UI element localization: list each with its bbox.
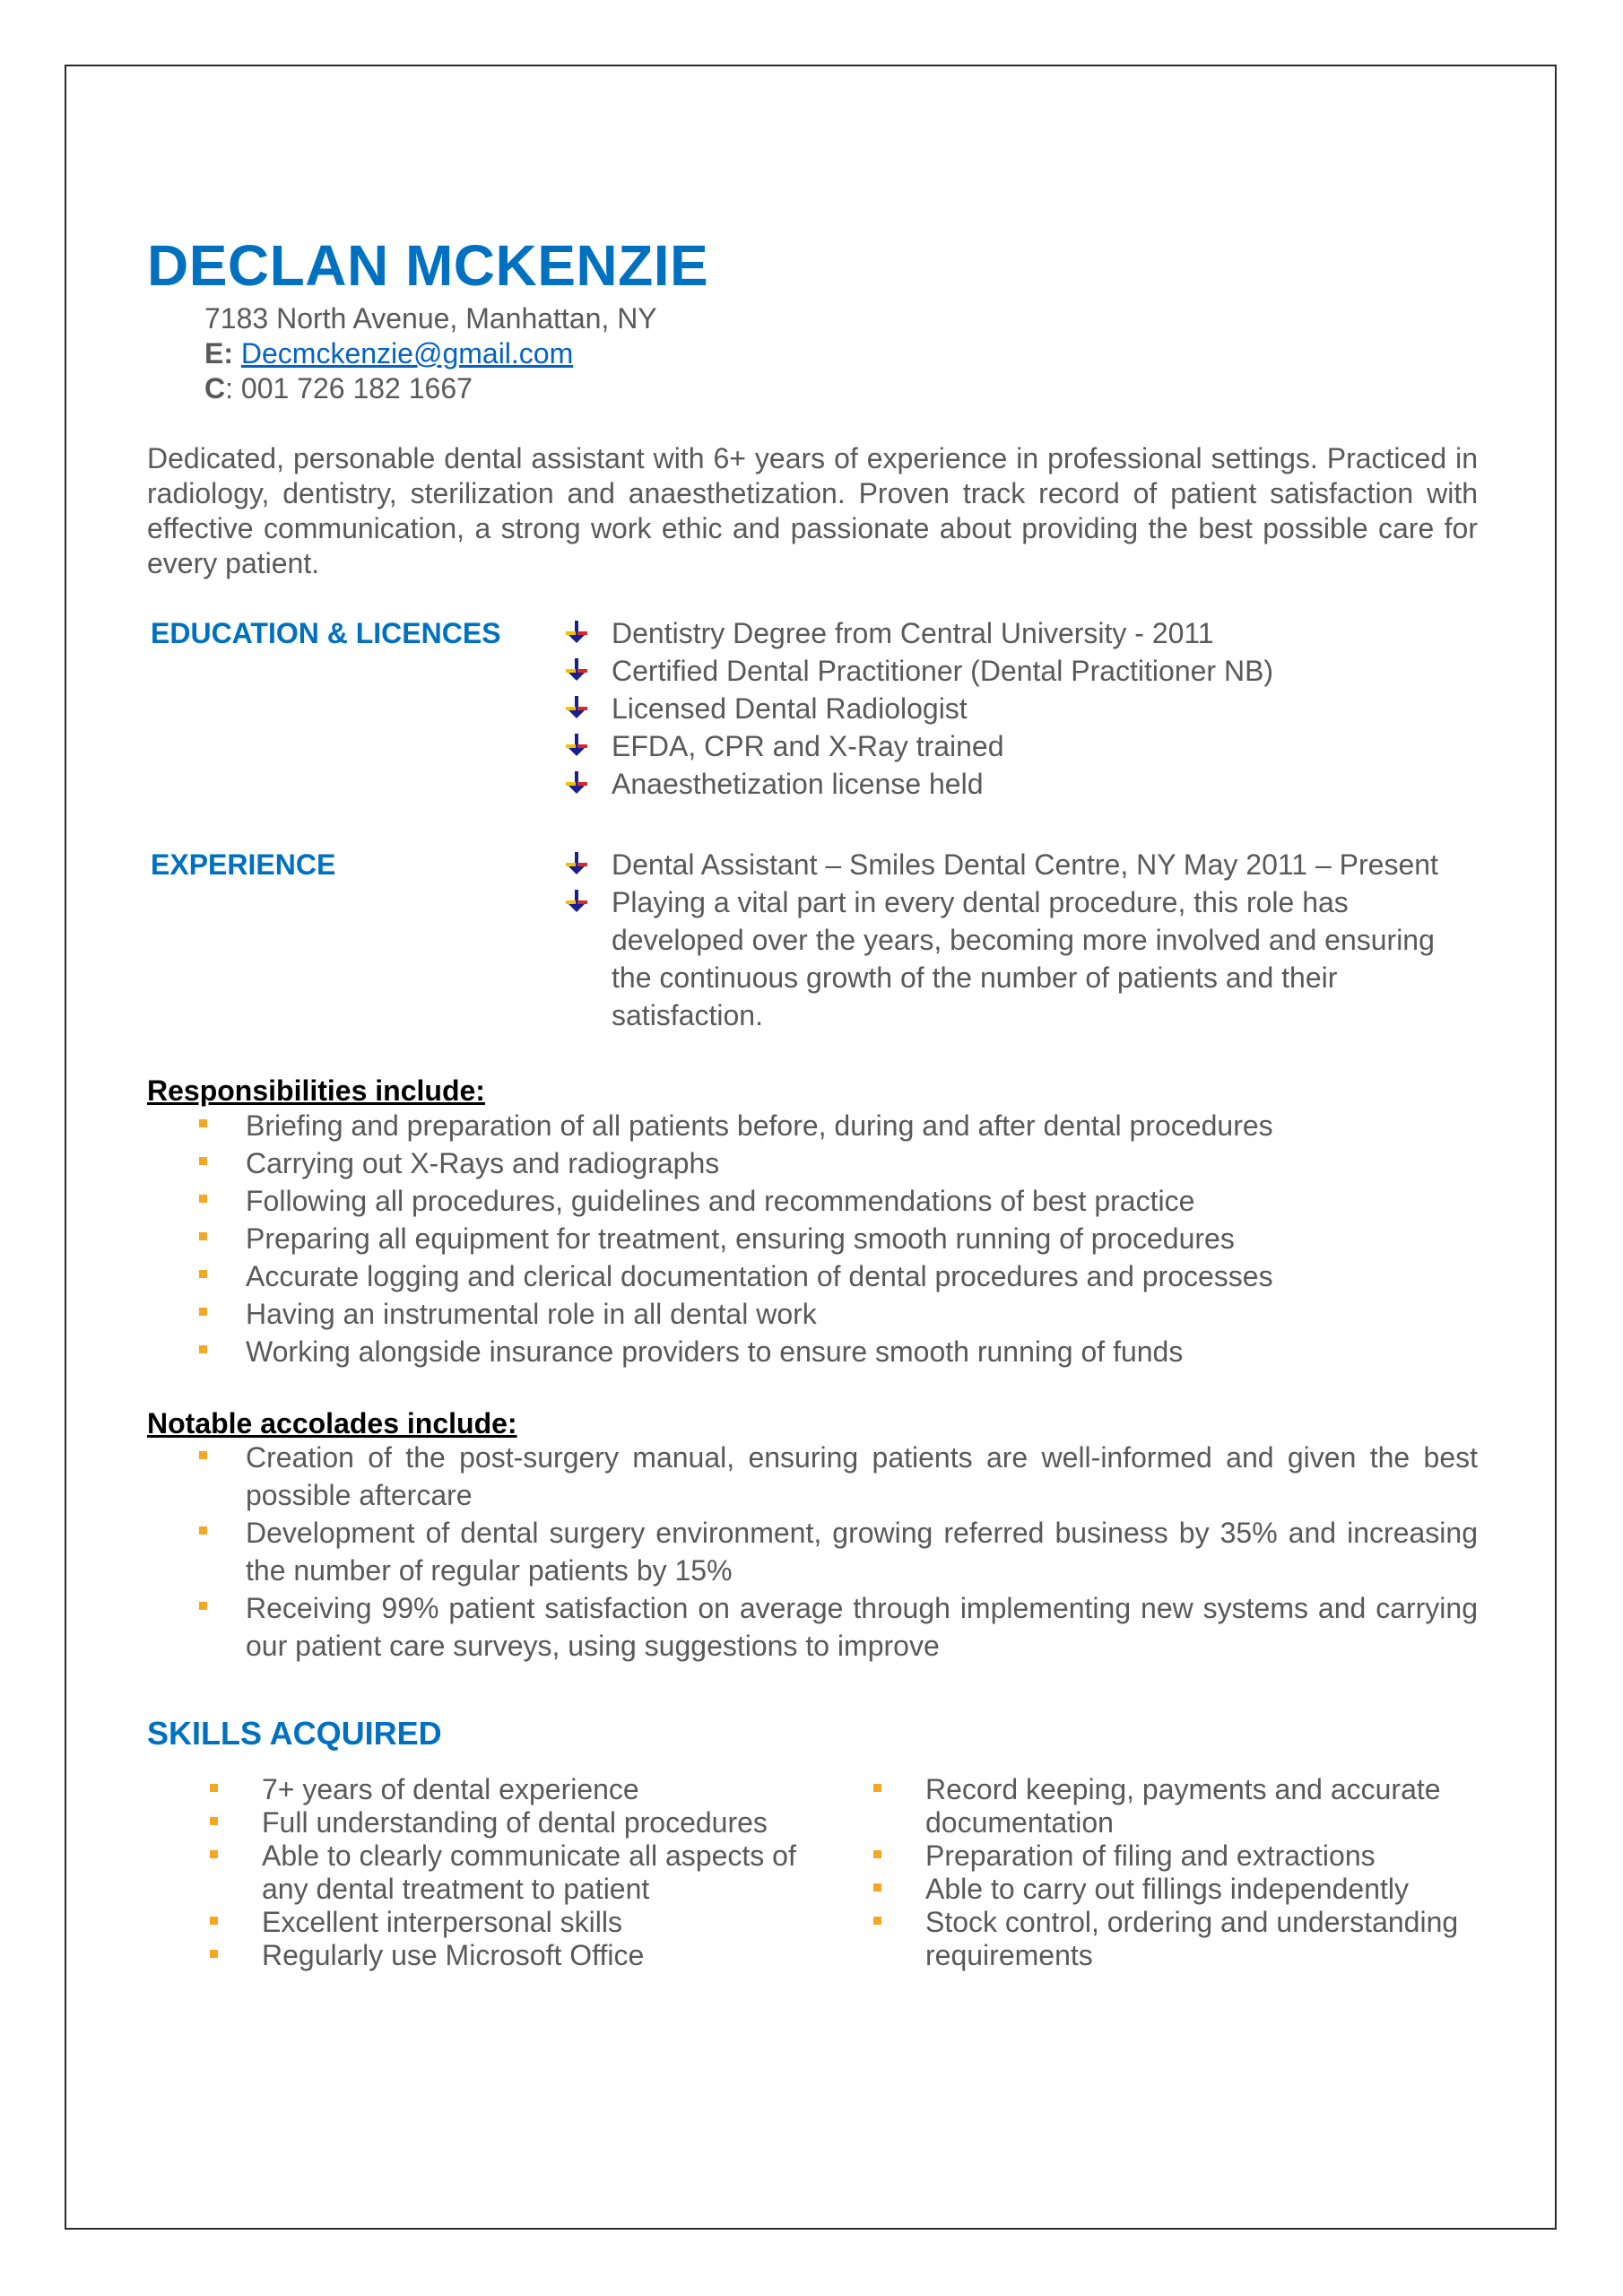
list-item: Excellent interpersonal skills — [210, 1906, 820, 1939]
list-item: Record keeping, payments and accurate documentation — [873, 1773, 1483, 1839]
square-bullet-icon — [210, 1817, 218, 1825]
address: 7183 North Avenue, Manhattan, NY — [204, 302, 657, 335]
list-item: Stock control, ordering and understanding requirements — [873, 1906, 1483, 1972]
candidate-name: DECLAN MCKENZIE — [147, 233, 709, 298]
list-item: Licensed Dental Radiologist — [563, 690, 1273, 727]
education-heading: EDUCATION & LICENCES — [151, 617, 501, 649]
arrow-down-bullet-icon — [563, 657, 590, 683]
square-bullet-icon — [210, 1850, 218, 1858]
arrow-down-bullet-icon — [563, 694, 590, 721]
list-item: Creation of the post-surgery manual, ensuring patients are well-informed and given the best possible aftercare — [147, 1439, 1478, 1514]
list-item: Able to carry out fillings independently — [873, 1873, 1483, 1906]
experience-heading: EXPERIENCE — [151, 848, 336, 881]
list-item: Carrying out X-Rays and radiographs — [147, 1144, 1478, 1182]
arrow-down-bullet-icon — [563, 850, 590, 877]
list-item: Able to clearly communicate all aspects of any dental treatment to patient — [210, 1839, 820, 1906]
email-line — [204, 336, 657, 371]
accolades-heading: Notable accolades include: — [147, 1407, 517, 1439]
list-item: Playing a vital part in every dental procedure, this role has developed over the years, becoming more involved and ensuring the continuous growth of the number of patients and their satisfaction. — [563, 883, 1460, 1034]
skills-heading: SKILLS ACQUIRED — [147, 1715, 442, 1752]
square-bullet-icon — [873, 1784, 881, 1792]
accolades-list — [147, 1439, 1478, 1665]
list-item: 7+ years of dental experience — [210, 1773, 820, 1806]
phone-label: C — [204, 372, 226, 404]
list-item: Full understanding of dental procedures — [210, 1806, 820, 1839]
arrow-down-bullet-icon — [563, 770, 590, 796]
square-bullet-icon — [199, 1270, 207, 1278]
square-bullet-icon — [210, 1917, 218, 1925]
square-bullet-icon — [873, 1917, 881, 1925]
list-item: Development of dental surgery environment, growing referred business by 35% and increasing the number of regular patients by 15% — [147, 1514, 1478, 1589]
email-label: E: — [204, 337, 233, 370]
list-item: Receiving 99% patient satisfaction on average through implementing new systems and carrying our patient care surveys, using suggestions to improve — [147, 1589, 1478, 1665]
square-bullet-icon — [873, 1883, 881, 1892]
responsibilities-list — [147, 1107, 1478, 1370]
list-item: Regularly use Microsoft Office — [210, 1939, 820, 1972]
email-link[interactable]: Decmckenzie@gmail.com — [240, 337, 574, 370]
profile-summary: Dedicated, personable dental assistant with 6+ years of experience in professional settings. Practiced in radiology, dentistry, sterilization and anaesthetization. Proven track record of patient satisfaction with effective communication, a strong work ethic and passionate about providing the best possible care for every patient. — [147, 442, 1478, 579]
list-item: Following all procedures, guidelines and recommendations of best practice — [147, 1182, 1478, 1220]
list-item: Anaesthetization license held — [563, 765, 1273, 803]
list-item: Accurate logging and clerical documentation of dental procedures and processes — [147, 1257, 1478, 1295]
experience-list — [563, 846, 1460, 1034]
list-item: Working alongside insurance providers to ensure smooth running of funds — [147, 1333, 1478, 1370]
arrow-down-bullet-icon — [563, 888, 590, 915]
list-item: Dental Assistant – Smiles Dental Centre, NY May 2011 – Present — [563, 846, 1460, 883]
list-item: Briefing and preparation of all patients before, during and after dental procedures — [147, 1107, 1478, 1144]
square-bullet-icon — [873, 1850, 881, 1858]
list-item: Certified Dental Practitioner (Dental Practitioner NB) — [563, 652, 1273, 690]
contact-block — [204, 301, 657, 406]
list-item: Having an instrumental role in all dental work — [147, 1295, 1478, 1333]
skills-right-list — [873, 1773, 1483, 1972]
arrow-down-bullet-icon — [563, 732, 590, 759]
list-item: Preparation of filing and extractions — [873, 1839, 1483, 1873]
square-bullet-icon — [199, 1526, 207, 1535]
square-bullet-icon — [199, 1602, 207, 1610]
arrow-down-bullet-icon — [563, 619, 590, 646]
phone-line — [204, 371, 657, 406]
phone-number: : 001 726 182 1667 — [225, 372, 473, 404]
education-list — [563, 614, 1273, 803]
list-item: Dentistry Degree from Central University - 2011 — [563, 614, 1273, 652]
square-bullet-icon — [199, 1195, 207, 1203]
skills-left-list — [210, 1773, 820, 1972]
square-bullet-icon — [199, 1157, 207, 1165]
square-bullet-icon — [199, 1451, 207, 1459]
square-bullet-icon — [210, 1950, 218, 1958]
square-bullet-icon — [199, 1345, 207, 1353]
square-bullet-icon — [199, 1119, 207, 1127]
responsibilities-heading: Responsibilities include: — [147, 1074, 485, 1107]
list-item: Preparing all equipment for treatment, ensuring smooth running of procedures — [147, 1220, 1478, 1257]
square-bullet-icon — [199, 1308, 207, 1316]
square-bullet-icon — [210, 1784, 218, 1792]
square-bullet-icon — [199, 1232, 207, 1240]
list-item: EFDA, CPR and X-Ray trained — [563, 727, 1273, 765]
